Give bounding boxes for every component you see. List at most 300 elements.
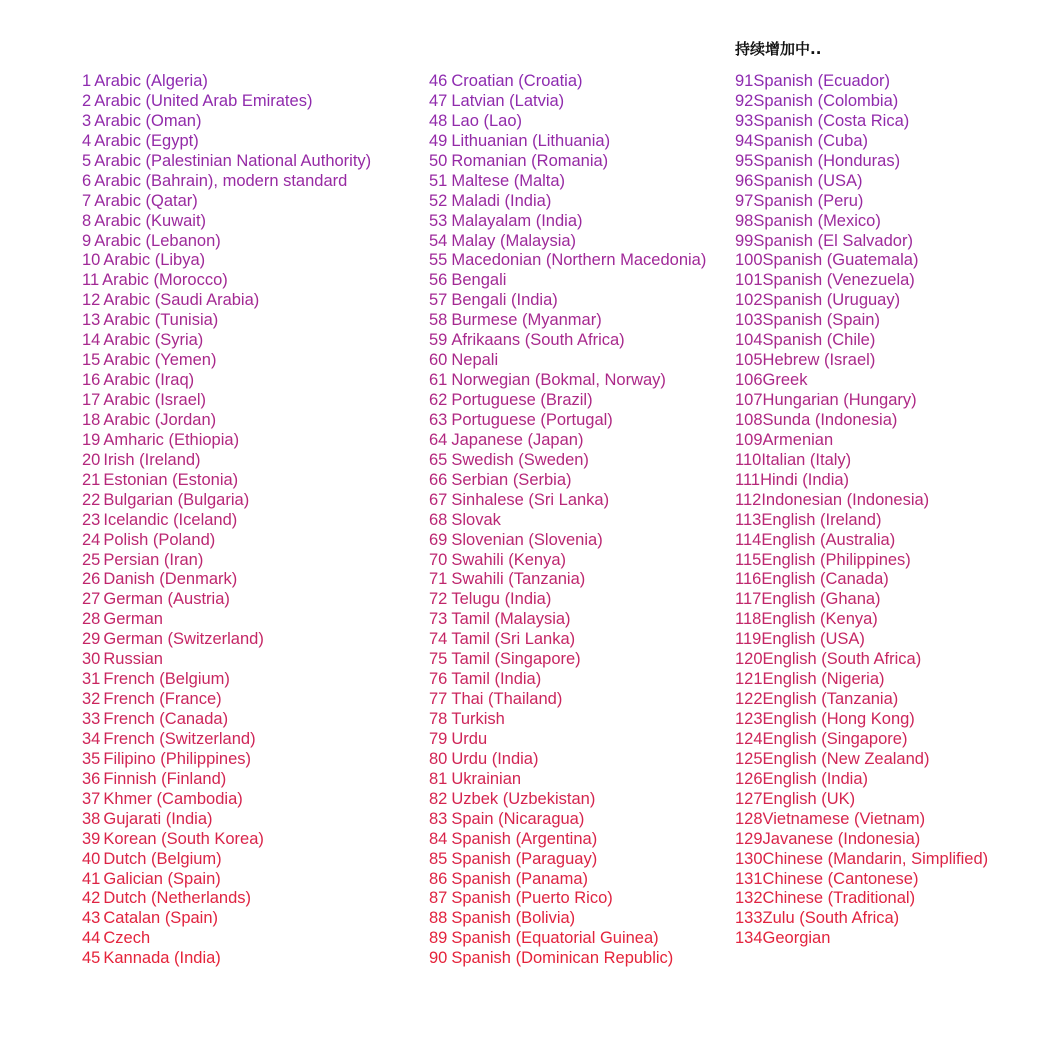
item-language: Persian (Iran) bbox=[103, 550, 204, 569]
language-list-item bbox=[82, 151, 371, 171]
language-list-item bbox=[82, 510, 371, 530]
item-language: English (Ghana) bbox=[761, 590, 881, 609]
language-list-item bbox=[429, 470, 706, 490]
item-language: Hindi (India) bbox=[760, 470, 850, 489]
language-list-item bbox=[735, 589, 988, 609]
language-list-item bbox=[735, 270, 988, 290]
item-number: 13 bbox=[82, 311, 101, 330]
item-language: Burmese (Myanmar) bbox=[451, 311, 602, 330]
language-list-item bbox=[429, 769, 706, 789]
language-list-item bbox=[82, 569, 371, 589]
language-list-item bbox=[735, 231, 988, 251]
item-number: 55 bbox=[429, 251, 448, 270]
item-number: 118 bbox=[735, 610, 762, 629]
language-list-item bbox=[429, 709, 706, 729]
item-language: Spanish (Panama) bbox=[451, 869, 589, 888]
language-list-item bbox=[735, 888, 988, 908]
language-list-item bbox=[82, 769, 371, 789]
item-number: 71 bbox=[429, 570, 448, 589]
item-language: Filipino (Philippines) bbox=[103, 749, 252, 768]
item-language: English (Australia) bbox=[761, 530, 896, 549]
language-list-item bbox=[429, 490, 706, 510]
item-number: 51 bbox=[429, 171, 448, 190]
item-number: 36 bbox=[82, 769, 101, 788]
language-list-item bbox=[82, 669, 371, 689]
item-language: Finnish (Finland) bbox=[103, 769, 227, 788]
item-language: Javanese (Indonesia) bbox=[762, 829, 921, 848]
item-language: French (France) bbox=[103, 690, 222, 709]
item-language: Serbian (Serbia) bbox=[451, 470, 572, 489]
item-number: 89 bbox=[429, 929, 448, 948]
item-language: French (Switzerland) bbox=[103, 729, 256, 748]
item-number: 131 bbox=[735, 869, 763, 888]
item-language: Arabic (Palestinian National Authority) bbox=[94, 151, 372, 170]
language-list-item bbox=[429, 430, 706, 450]
item-language: German bbox=[103, 610, 163, 629]
item-number: 42 bbox=[82, 889, 101, 908]
item-number: 58 bbox=[429, 311, 448, 330]
item-language: Chinese (Cantonese) bbox=[762, 869, 919, 888]
language-list-item bbox=[429, 450, 706, 470]
language-list-item bbox=[429, 410, 706, 430]
item-number: 30 bbox=[82, 650, 101, 669]
item-number: 32 bbox=[82, 690, 101, 709]
item-language: English (Tanzania) bbox=[762, 690, 899, 709]
item-number: 62 bbox=[429, 391, 448, 409]
language-list-item bbox=[735, 550, 988, 570]
item-number: 29 bbox=[82, 630, 101, 649]
item-language: Bengali bbox=[451, 271, 507, 290]
item-language: Arabic (Yemen) bbox=[103, 351, 217, 370]
language-list-item bbox=[82, 171, 371, 191]
item-language: Arabic (Oman) bbox=[94, 111, 202, 130]
item-number: 81 bbox=[429, 769, 448, 788]
item-language: Swahili (Kenya) bbox=[451, 550, 566, 569]
item-number: 19 bbox=[82, 430, 101, 449]
item-number: 79 bbox=[429, 729, 448, 748]
language-list-item bbox=[82, 869, 371, 889]
item-number: 52 bbox=[429, 191, 448, 210]
language-list-item bbox=[735, 330, 988, 350]
item-language: Spanish (Honduras) bbox=[753, 151, 901, 170]
item-language: Spanish (Peru) bbox=[753, 191, 864, 210]
item-language: Sinhalese (Sri Lanka) bbox=[451, 490, 610, 509]
item-language: English (Philippines) bbox=[761, 550, 911, 569]
language-list-item bbox=[82, 211, 371, 231]
item-number: 128 bbox=[735, 809, 763, 828]
item-language: Urdu bbox=[451, 729, 488, 748]
item-number: 107 bbox=[735, 391, 763, 409]
item-number: 20 bbox=[82, 450, 101, 469]
item-language: Norwegian (Bokmal, Norway) bbox=[451, 371, 666, 390]
language-list-item bbox=[429, 131, 706, 151]
item-number: 39 bbox=[82, 829, 101, 848]
language-list-item bbox=[82, 609, 371, 629]
language-list-item bbox=[429, 609, 706, 629]
item-language: English (Ireland) bbox=[761, 510, 882, 529]
item-number: 102 bbox=[735, 291, 763, 310]
language-list-item bbox=[735, 91, 988, 111]
item-language: Dutch (Netherlands) bbox=[103, 889, 252, 908]
item-number: 74 bbox=[429, 630, 448, 649]
item-number: 106 bbox=[735, 371, 763, 390]
item-number: 93 bbox=[735, 111, 754, 130]
language-list-item bbox=[82, 370, 371, 390]
language-list-item bbox=[429, 211, 706, 231]
item-language: Hebrew (Israel) bbox=[762, 351, 876, 370]
item-language: Swedish (Sweden) bbox=[451, 450, 589, 469]
item-language: Polish (Poland) bbox=[103, 530, 216, 549]
item-number: 27 bbox=[82, 590, 101, 609]
language-list-item bbox=[735, 709, 988, 729]
language-list-item bbox=[735, 410, 988, 430]
item-language: Spanish (Paraguay) bbox=[451, 849, 598, 868]
item-language: Spanish (Venezuela) bbox=[762, 271, 915, 290]
item-language: Spanish (Cuba) bbox=[753, 131, 869, 150]
item-number: 22 bbox=[82, 490, 101, 509]
item-number: 1 bbox=[82, 72, 92, 90]
item-number: 28 bbox=[82, 610, 101, 629]
item-number: 4 bbox=[82, 131, 92, 150]
item-language: Arabic (Israel) bbox=[103, 391, 207, 409]
language-list-item bbox=[429, 869, 706, 889]
language-list-item bbox=[82, 789, 371, 809]
item-language: Spanish (Bolivia) bbox=[451, 909, 576, 928]
item-language: Tamil (India) bbox=[451, 670, 542, 689]
language-list-item bbox=[429, 111, 706, 131]
item-language: Korean (South Korea) bbox=[103, 829, 264, 848]
language-list-item bbox=[82, 310, 371, 330]
item-number: 130 bbox=[735, 849, 763, 868]
language-list-item bbox=[735, 849, 988, 869]
item-number: 31 bbox=[82, 670, 101, 689]
item-language: Dutch (Belgium) bbox=[103, 849, 222, 868]
language-list-item bbox=[735, 71, 988, 91]
item-number: 127 bbox=[735, 789, 763, 808]
item-language: Tamil (Malaysia) bbox=[451, 610, 571, 629]
language-list-item bbox=[82, 948, 371, 968]
item-language: Spanish (Dominican Republic) bbox=[451, 949, 674, 968]
item-number: 37 bbox=[82, 789, 101, 808]
item-language: Arabic (Kuwait) bbox=[94, 211, 207, 230]
item-language: Arabic (Jordan) bbox=[103, 410, 217, 429]
item-number: 2 bbox=[82, 91, 92, 110]
item-number: 134 bbox=[735, 929, 763, 948]
item-number: 132 bbox=[735, 889, 763, 908]
item-language: Catalan (Spain) bbox=[103, 909, 219, 928]
item-number: 100 bbox=[735, 251, 763, 270]
language-list-item bbox=[429, 849, 706, 869]
language-list-item bbox=[82, 849, 371, 869]
item-number: 40 bbox=[82, 849, 101, 868]
item-number: 34 bbox=[82, 729, 101, 748]
language-list-item bbox=[429, 749, 706, 769]
language-list-item bbox=[735, 609, 988, 629]
language-list-item bbox=[82, 809, 371, 829]
item-number: 103 bbox=[735, 311, 763, 330]
item-language: Arabic (Iraq) bbox=[103, 371, 195, 390]
language-list-item bbox=[735, 789, 988, 809]
item-number: 123 bbox=[735, 710, 763, 728]
language-list-item bbox=[429, 948, 706, 968]
item-language: Galician (Spain) bbox=[103, 869, 221, 888]
language-list-item bbox=[735, 649, 988, 669]
item-language: Turkish bbox=[451, 710, 505, 728]
item-number: 94 bbox=[735, 131, 754, 150]
language-list-item bbox=[82, 470, 371, 490]
item-language: Khmer (Cambodia) bbox=[103, 789, 243, 808]
item-number: 96 bbox=[735, 171, 754, 190]
item-language: Arabic (Saudi Arabia) bbox=[103, 291, 260, 310]
item-number: 111 bbox=[735, 470, 761, 489]
language-list-item bbox=[429, 669, 706, 689]
item-number: 24 bbox=[82, 530, 101, 549]
status-label: 持续增加中.. bbox=[735, 40, 822, 58]
language-list-item bbox=[82, 550, 371, 570]
item-language: English (Canada) bbox=[761, 570, 889, 589]
language-list-item bbox=[82, 350, 371, 370]
item-number: 114 bbox=[735, 530, 762, 549]
language-list-item bbox=[82, 270, 371, 290]
item-number: 98 bbox=[735, 211, 754, 230]
language-list-item bbox=[429, 231, 706, 251]
language-list-item bbox=[429, 510, 706, 530]
language-list-item bbox=[735, 350, 988, 370]
item-number: 21 bbox=[82, 470, 101, 489]
item-language: Arabic (Lebanon) bbox=[94, 231, 221, 250]
item-number: 129 bbox=[735, 829, 763, 848]
item-language: Spanish (Guatemala) bbox=[762, 251, 919, 270]
language-list-item bbox=[82, 908, 371, 928]
language-list-item bbox=[82, 231, 371, 251]
item-language: Spanish (Puerto Rico) bbox=[451, 889, 613, 908]
item-language: Macedonian (Northern Macedonia) bbox=[451, 251, 707, 270]
item-language: Arabic (Egypt) bbox=[94, 131, 199, 150]
item-language: English (Nigeria) bbox=[762, 670, 885, 689]
item-number: 80 bbox=[429, 749, 448, 768]
language-list-item bbox=[735, 869, 988, 889]
item-number: 65 bbox=[429, 450, 448, 469]
item-number: 113 bbox=[735, 510, 762, 529]
language-list-item bbox=[429, 809, 706, 829]
language-list-item bbox=[82, 91, 371, 111]
language-list-item bbox=[82, 629, 371, 649]
item-language: Czech bbox=[103, 929, 151, 948]
item-number: 41 bbox=[82, 869, 101, 888]
language-list-item bbox=[429, 589, 706, 609]
item-number: 64 bbox=[429, 430, 448, 449]
item-language: Portuguese (Portugal) bbox=[451, 410, 613, 429]
item-number: 101 bbox=[735, 271, 763, 290]
language-list-item bbox=[429, 151, 706, 171]
language-list-item bbox=[429, 270, 706, 290]
item-language: Latvian (Latvia) bbox=[451, 91, 565, 110]
language-list-item bbox=[82, 131, 371, 151]
item-number: 99 bbox=[735, 231, 754, 250]
item-number: 110 bbox=[735, 450, 762, 469]
item-language: Romanian (Romania) bbox=[451, 151, 609, 170]
item-language: Arabic (Qatar) bbox=[94, 191, 198, 210]
item-language: Arabic (Algeria) bbox=[94, 72, 208, 90]
language-list-item bbox=[735, 490, 988, 510]
item-number: 63 bbox=[429, 410, 448, 429]
language-list-item bbox=[735, 629, 988, 649]
item-language: Slovenian (Slovenia) bbox=[451, 530, 603, 549]
item-language: Icelandic (Iceland) bbox=[103, 510, 238, 529]
item-language: Lithuanian (Lithuania) bbox=[451, 131, 611, 150]
item-number: 53 bbox=[429, 211, 448, 230]
item-number: 120 bbox=[735, 650, 763, 669]
item-language: English (Kenya) bbox=[761, 610, 878, 629]
item-number: 35 bbox=[82, 749, 101, 768]
item-language: Japanese (Japan) bbox=[451, 430, 584, 449]
item-language: Kannada (India) bbox=[103, 949, 221, 968]
item-language: Thai (Thailand) bbox=[451, 690, 563, 709]
item-number: 70 bbox=[429, 550, 448, 569]
language-list-item bbox=[82, 928, 371, 948]
item-number: 109 bbox=[735, 430, 763, 449]
language-list-item bbox=[735, 171, 988, 191]
language-list-item bbox=[429, 550, 706, 570]
item-language: Portuguese (Brazil) bbox=[451, 391, 593, 409]
item-language: English (India) bbox=[762, 769, 869, 788]
item-number: 45 bbox=[82, 949, 101, 968]
language-list-item bbox=[735, 211, 988, 231]
item-language: Zulu (South Africa) bbox=[762, 909, 900, 928]
item-number: 104 bbox=[735, 331, 763, 350]
item-number: 57 bbox=[429, 291, 448, 310]
item-number: 33 bbox=[82, 710, 101, 728]
language-list-item bbox=[82, 589, 371, 609]
item-number: 11 bbox=[82, 271, 100, 290]
item-number: 124 bbox=[735, 729, 763, 748]
language-list-item bbox=[735, 290, 988, 310]
item-number: 46 bbox=[429, 72, 448, 90]
item-language: German (Switzerland) bbox=[103, 630, 264, 649]
item-number: 5 bbox=[82, 151, 92, 170]
language-list-item bbox=[735, 908, 988, 928]
language-list-item bbox=[735, 111, 988, 131]
item-language: Tamil (Singapore) bbox=[451, 650, 581, 669]
language-list-item bbox=[429, 350, 706, 370]
item-number: 10 bbox=[82, 251, 101, 270]
item-number: 84 bbox=[429, 829, 448, 848]
language-list-item bbox=[429, 569, 706, 589]
language-list-item bbox=[735, 769, 988, 789]
language-list-item bbox=[429, 250, 706, 270]
language-list-item bbox=[82, 290, 371, 310]
item-number: 90 bbox=[429, 949, 448, 968]
item-language: Urdu (India) bbox=[451, 749, 539, 768]
item-language: Arabic (Libya) bbox=[103, 251, 206, 270]
item-number: 86 bbox=[429, 869, 448, 888]
item-language: Hungarian (Hungary) bbox=[762, 391, 917, 409]
item-language: Nepali bbox=[451, 351, 499, 370]
language-list-item bbox=[429, 908, 706, 928]
item-number: 122 bbox=[735, 690, 763, 709]
item-number: 17 bbox=[82, 391, 101, 409]
language-list-item bbox=[735, 669, 988, 689]
item-number: 6 bbox=[82, 171, 92, 190]
item-language: Uzbek (Uzbekistan) bbox=[451, 789, 596, 808]
item-number: 119 bbox=[735, 630, 762, 649]
item-number: 23 bbox=[82, 510, 101, 529]
item-number: 9 bbox=[82, 231, 92, 250]
language-list-item bbox=[429, 330, 706, 350]
language-list-item bbox=[735, 450, 988, 470]
item-language: Maltese (Malta) bbox=[451, 171, 566, 190]
item-number: 15 bbox=[82, 351, 101, 370]
item-language: Bengali (India) bbox=[451, 291, 558, 310]
language-list-item bbox=[735, 430, 988, 450]
language-list-item bbox=[82, 490, 371, 510]
item-number: 38 bbox=[82, 809, 101, 828]
language-list-item bbox=[82, 410, 371, 430]
language-list-item bbox=[82, 729, 371, 749]
item-number: 61 bbox=[429, 371, 448, 390]
language-column-3 bbox=[735, 71, 988, 948]
item-language: Spanish (El Salvador) bbox=[753, 231, 913, 250]
item-language: Afrikaans (South Africa) bbox=[451, 331, 625, 350]
item-language: English (New Zealand) bbox=[762, 749, 930, 768]
item-language: French (Canada) bbox=[103, 710, 229, 728]
language-list-item bbox=[429, 928, 706, 948]
language-list-item bbox=[735, 809, 988, 829]
item-language: Indonesian (Indonesia) bbox=[761, 490, 930, 509]
item-language: Bulgarian (Bulgaria) bbox=[103, 490, 250, 509]
item-language: Swahili (Tanzania) bbox=[451, 570, 586, 589]
item-language: Irish (Ireland) bbox=[103, 450, 201, 469]
language-list-item bbox=[735, 569, 988, 589]
language-list-item bbox=[82, 250, 371, 270]
item-number: 73 bbox=[429, 610, 448, 629]
item-number: 121 bbox=[735, 670, 763, 689]
language-list-item bbox=[735, 510, 988, 530]
item-number: 16 bbox=[82, 371, 101, 390]
item-number: 77 bbox=[429, 690, 448, 709]
item-language: English (USA) bbox=[761, 630, 865, 649]
item-number: 14 bbox=[82, 331, 101, 350]
item-language: Spanish (Uruguay) bbox=[762, 291, 901, 310]
item-language: Malay (Malaysia) bbox=[451, 231, 577, 250]
item-language: English (Singapore) bbox=[762, 729, 908, 748]
item-language: Spanish (Colombia) bbox=[753, 91, 899, 110]
item-number: 97 bbox=[735, 191, 754, 210]
item-number: 56 bbox=[429, 271, 448, 290]
item-number: 47 bbox=[429, 91, 448, 110]
item-language: French (Belgium) bbox=[103, 670, 230, 689]
item-language: Italian (Italy) bbox=[761, 450, 852, 469]
item-number: 133 bbox=[735, 909, 763, 928]
language-list-item bbox=[429, 390, 706, 410]
item-number: 59 bbox=[429, 331, 448, 350]
item-number: 68 bbox=[429, 510, 448, 529]
item-language: Spanish (Ecuador) bbox=[753, 72, 891, 90]
language-list-item bbox=[735, 390, 988, 410]
language-list-item bbox=[429, 729, 706, 749]
item-number: 85 bbox=[429, 849, 448, 868]
item-number: 78 bbox=[429, 710, 448, 728]
item-number: 60 bbox=[429, 351, 448, 370]
language-list-item bbox=[429, 888, 706, 908]
item-language: Ukrainian bbox=[451, 769, 522, 788]
language-list-item bbox=[429, 290, 706, 310]
item-number: 25 bbox=[82, 550, 101, 569]
item-language: Vietnamese (Vietnam) bbox=[762, 809, 926, 828]
item-number: 116 bbox=[735, 570, 762, 589]
item-language: English (Hong Kong) bbox=[762, 710, 915, 728]
language-list-item bbox=[82, 749, 371, 769]
